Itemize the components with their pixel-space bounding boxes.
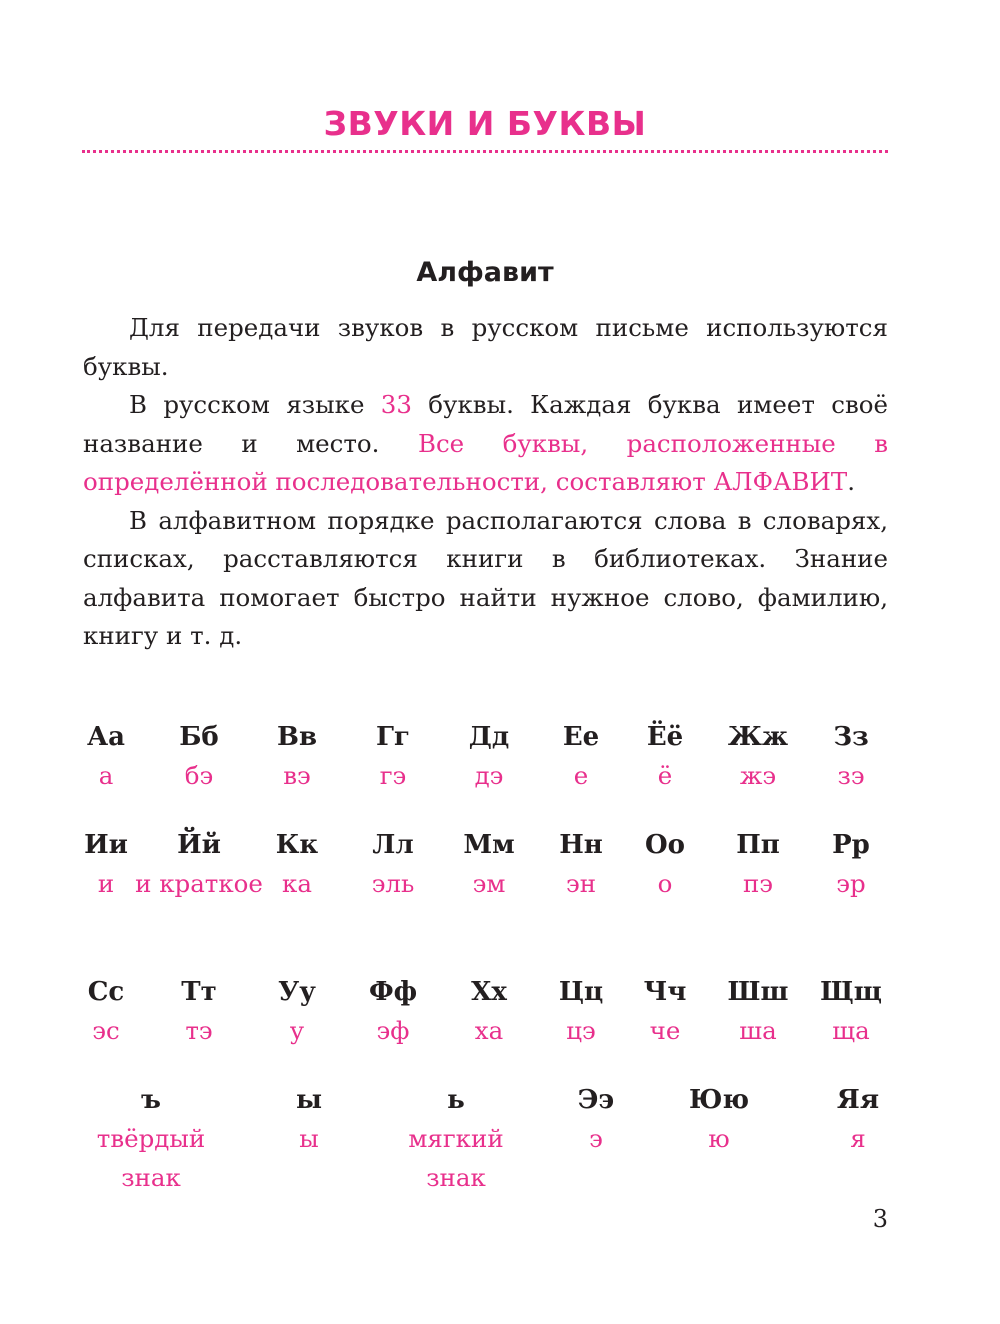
letter-pair: Дд (468, 722, 510, 752)
letter-cell (41, 973, 171, 1050)
letter-name: эс (92, 1016, 120, 1045)
body-text (83, 309, 888, 656)
letter-pair: Фф (368, 977, 418, 1007)
letter-name: и краткое (135, 869, 263, 898)
paragraph-2-start: В русском языке (129, 390, 381, 419)
letter-cell (693, 826, 823, 903)
letter-cell (786, 973, 916, 1050)
paragraph-3: В алфавитном порядке располагаются слова в словарях, списках, расставляются книги в библиотеках. Знание алфавита помогает быстро найти нужное слово, фамилию, книгу и т. д. (83, 505, 888, 650)
letter-pair: Ии (84, 830, 128, 860)
letter-cell (516, 826, 646, 903)
letter-cell (600, 826, 730, 903)
letter-name: жэ (739, 761, 777, 790)
letter-name: ы (299, 1124, 319, 1153)
letter-cell (41, 826, 171, 903)
letter-name: эль (371, 869, 415, 898)
letter-name: гэ (379, 761, 407, 790)
letter-cell (516, 718, 646, 795)
letter-cell (134, 973, 264, 1050)
alphabet-definition: Все буквы, расположенные в определённой последовательности, составляют (83, 428, 888, 496)
letter-pair: Мм (463, 830, 515, 860)
letter-pair: Аа (86, 722, 126, 752)
letter-cell (600, 718, 730, 795)
letter-name: ша (739, 1016, 777, 1045)
letter-pair: Оо (645, 830, 685, 860)
letter-cell (232, 718, 362, 795)
letter-name: твёрдый знак (96, 1124, 206, 1192)
letter-cell (232, 826, 362, 903)
page-number: 3 (872, 1205, 888, 1233)
letter-pair: Щщ (820, 977, 882, 1007)
letter-name: ка (282, 869, 312, 898)
letter-name: я (850, 1124, 866, 1153)
letter-name: зэ (837, 761, 865, 790)
letter-cell (328, 718, 458, 795)
letter-pair: Яя (836, 1085, 880, 1115)
letter-cell (600, 973, 730, 1050)
letter-pair: Чч (643, 977, 687, 1007)
letter-name: пэ (742, 869, 774, 898)
paragraph-1: Для передачи звуков в русском письме используются буквы. (83, 313, 888, 381)
section-title: Алфавит (416, 257, 554, 288)
letter-pair: Бб (179, 722, 219, 752)
letter-cell (531, 1081, 661, 1158)
letter-cell (232, 973, 362, 1050)
letter-count: 33 (380, 390, 412, 419)
letter-pair: Рр (832, 830, 870, 860)
letter-name: бэ (184, 761, 214, 790)
letter-cell (793, 1081, 923, 1158)
letter-name: ю (708, 1124, 730, 1153)
letter-cell (244, 1081, 374, 1158)
letter-cell (376, 1081, 536, 1197)
letter-pair: Тт (181, 977, 217, 1007)
page-title: ЗВУКИ И БУКВЫ (323, 104, 647, 143)
letter-pair: Зз (833, 722, 869, 752)
letter-name: эм (472, 869, 506, 898)
letter-name: а (98, 761, 114, 790)
letter-pair: ы (295, 1085, 323, 1115)
letter-name: вэ (283, 761, 311, 790)
alphabet-term: АЛФАВИТ (713, 467, 848, 496)
letter-cell (424, 718, 554, 795)
letter-pair: Ёё (646, 722, 684, 752)
letter-name: е (573, 761, 589, 790)
letter-cell (424, 826, 554, 903)
letter-name: тэ (185, 1016, 213, 1045)
letter-pair: Пп (736, 830, 780, 860)
paragraph-2-middle: буквы. Каждая буква имеет своё название и место. (83, 390, 888, 458)
letter-pair: Сс (87, 977, 125, 1007)
letter-name: эр (836, 869, 866, 898)
letter-name: и (97, 869, 115, 898)
letter-name: мягкий знак (408, 1124, 504, 1192)
letter-pair: Йй (177, 830, 221, 860)
letter-pair: Цц (558, 977, 604, 1007)
letter-name: ха (474, 1016, 504, 1045)
letter-pair: Жж (727, 722, 789, 752)
letter-pair: Гг (376, 722, 410, 752)
letter-name: дэ (474, 761, 504, 790)
letter-name: у (289, 1016, 305, 1045)
letter-cell (516, 973, 646, 1050)
letter-name: ё (657, 761, 673, 790)
letter-cell (328, 973, 458, 1050)
letter-name: эн (565, 869, 597, 898)
letter-pair: Ээ (577, 1085, 615, 1115)
letter-cell (328, 826, 458, 903)
letter-cell (124, 826, 274, 903)
letter-cell (693, 718, 823, 795)
paragraph-2-end: . (847, 467, 856, 496)
letter-pair: Нн (559, 830, 603, 860)
paragraph-2 (83, 386, 888, 502)
letter-cell (71, 1081, 231, 1197)
letter-cell (786, 718, 916, 795)
title-divider (82, 150, 888, 153)
letter-pair: Шш (727, 977, 789, 1007)
letter-name: о (657, 869, 673, 898)
letter-pair: Юю (688, 1085, 750, 1115)
letter-pair: Ее (562, 722, 600, 752)
letter-pair: Лл (372, 830, 414, 860)
letter-cell (786, 826, 916, 903)
letter-name: цэ (566, 1016, 596, 1045)
letter-pair: ь (447, 1085, 465, 1115)
letter-pair: Уу (278, 977, 316, 1007)
letter-cell (654, 1081, 784, 1158)
letter-cell (41, 718, 171, 795)
letter-name: ща (832, 1016, 870, 1045)
letter-name: эф (376, 1016, 410, 1045)
letter-cell (134, 718, 264, 795)
letter-name: э (589, 1124, 603, 1153)
letter-pair: ъ (141, 1085, 161, 1115)
letter-pair: Хх (471, 977, 507, 1007)
letter-name: че (649, 1016, 681, 1045)
letter-pair: Кк (275, 830, 319, 860)
letter-cell (693, 973, 823, 1050)
letter-cell (424, 973, 554, 1050)
letter-pair: Вв (276, 722, 318, 752)
